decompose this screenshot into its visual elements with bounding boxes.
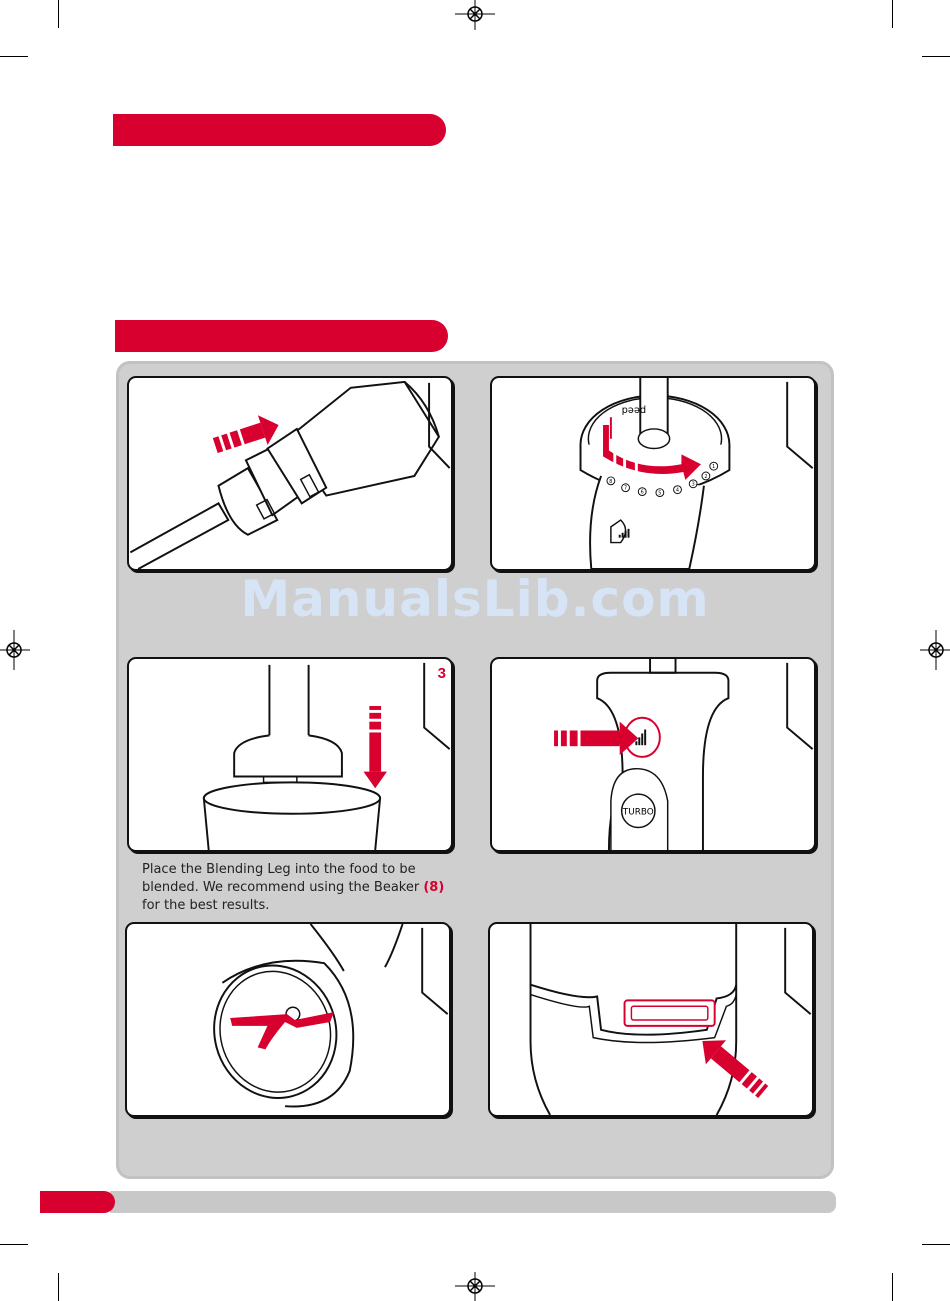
registration-mark-icon <box>0 630 30 670</box>
registration-mark-icon <box>455 1272 495 1301</box>
page-number-tab <box>40 1191 115 1213</box>
step-3-caption <box>142 861 462 915</box>
section-heading-bar <box>115 320 448 352</box>
dial-number: 2 <box>704 473 708 480</box>
dial-number: 5 <box>658 490 662 497</box>
caption-line: Place the Blending Leg into the food to be <box>142 862 416 877</box>
step-5-illustration <box>125 922 451 1117</box>
crop-mark <box>58 1273 59 1301</box>
dial-number: 1 <box>712 464 716 471</box>
caption-line: blended. We recommend using the Beaker <box>142 880 424 895</box>
dial-number: 7 <box>624 485 628 492</box>
blade-illustration <box>127 924 449 1115</box>
section-heading-bar <box>113 114 446 146</box>
footer-bar <box>110 1191 836 1213</box>
crop-mark <box>0 56 28 57</box>
step-4-illustration <box>490 657 816 852</box>
caption-line: for the best results. <box>142 898 270 913</box>
crop-mark <box>58 0 59 28</box>
watermark: ManualsLib.com <box>240 570 710 628</box>
blending-leg-in-beaker-illustration <box>129 659 451 850</box>
step-1-illustration <box>127 376 453 571</box>
speed-dial-illustration <box>492 378 814 569</box>
dial-number: 3 <box>691 481 695 488</box>
dial-number: 4 <box>675 487 680 494</box>
beaker-reference: (8) <box>423 880 445 895</box>
crop-mark <box>892 1273 893 1301</box>
crop-mark <box>892 0 893 28</box>
turbo-button-label: TURBO <box>622 807 654 818</box>
crop-mark <box>922 56 950 57</box>
step-6-illustration <box>488 922 814 1117</box>
registration-mark-icon <box>920 630 950 670</box>
attach-blending-leg-illustration <box>129 378 451 569</box>
dial-number: 8 <box>609 478 613 485</box>
speed-button-illustration <box>492 659 814 850</box>
step-3-illustration <box>127 657 453 852</box>
dial-number: 6 <box>640 489 644 496</box>
step-2-illustration <box>490 376 816 571</box>
step-number: 3 <box>437 665 446 682</box>
crop-mark <box>0 1244 28 1245</box>
registration-mark-icon <box>455 0 495 30</box>
release-button-illustration <box>490 924 812 1115</box>
crop-mark <box>922 1244 950 1245</box>
speed-dial-label: peed <box>621 404 647 416</box>
